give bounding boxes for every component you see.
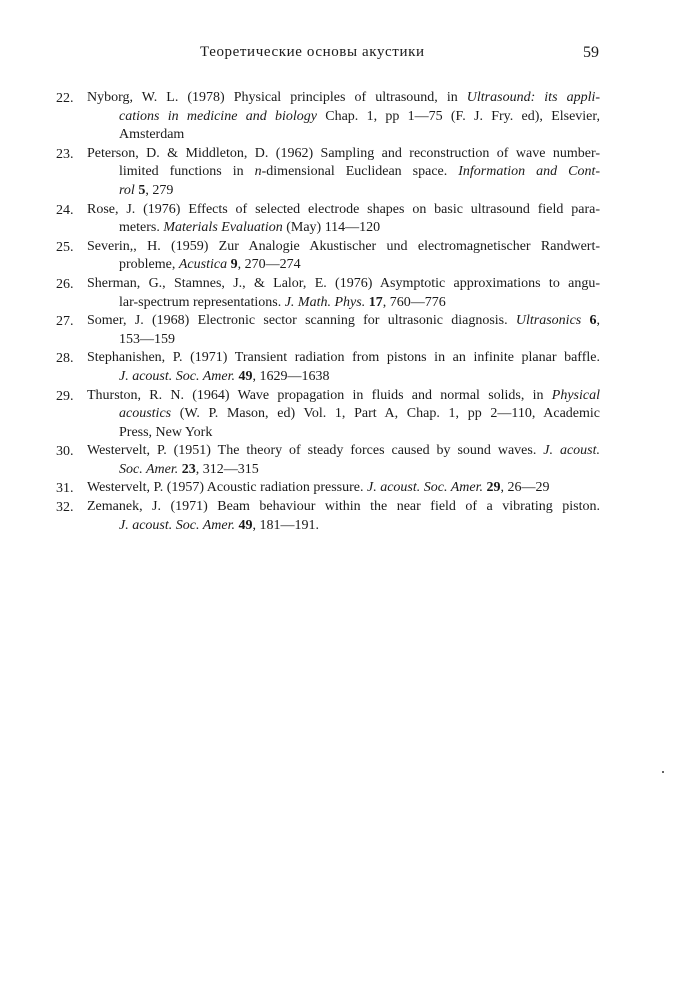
reference-line: [87, 405, 600, 424]
reference-entry: [0, 312, 697, 349]
text-segment: Somer, J. (1968) Electronic sector scanning for ultrasonic diagnosis.: [87, 313, 516, 329]
reference-line: [87, 349, 600, 368]
reference-number: 29.: [56, 388, 74, 404]
reference-line: [87, 275, 600, 294]
reference-line: [87, 126, 600, 145]
reference-line: [87, 498, 600, 517]
text-segment: Amsterdam: [119, 127, 185, 143]
reference-number: 23.: [56, 146, 74, 162]
bold-segment: 6: [589, 313, 597, 329]
bold-segment: 49: [238, 517, 253, 533]
text-segment: Westervelt, P. (1957) Acoustic radiation pressure.: [87, 480, 367, 496]
bold-segment: 29: [486, 480, 501, 496]
reference-line: [87, 312, 600, 331]
italic-segment: Soc. Amer.: [119, 461, 179, 477]
reference-entry: [0, 201, 697, 238]
text-segment: [581, 313, 589, 328]
reference-line: [87, 424, 600, 443]
reference-entry: [0, 498, 697, 535]
text-segment: Thurston, R. N. (1964) Wave propagation in fluids and normal solids, in: [87, 387, 552, 403]
reference-line: [87, 238, 600, 257]
bold-segment: 49: [238, 368, 253, 384]
reference-text: [87, 479, 600, 498]
text-segment: Peterson, D. & Middleton, D. (1962) Sampling and reconstruction of wave number-: [87, 145, 600, 161]
reference-number: 27.: [56, 314, 74, 330]
reference-text: [87, 145, 600, 201]
reference-text: [87, 349, 600, 386]
reference-number: 25.: [56, 239, 74, 255]
italic-segment: Ultrasonics: [515, 313, 582, 329]
reference-line: [87, 163, 600, 182]
reference-text: [87, 201, 600, 238]
reference-text: [87, 498, 600, 535]
reference-number: 31.: [56, 481, 74, 497]
text-segment: probleme,: [119, 257, 179, 273]
italic-segment: Ultrasound: its appli-: [466, 90, 601, 105]
reference-line: [87, 89, 600, 108]
text-segment: , 312—315: [195, 461, 259, 477]
italic-segment: rol: [119, 182, 135, 198]
italic-segment: J. acoust. Soc. Amer.: [119, 517, 235, 533]
reference-line: [87, 108, 600, 127]
bold-segment: 23: [181, 461, 196, 477]
reference-text: [87, 312, 600, 349]
italic-segment: Acustica: [178, 257, 228, 273]
running-title: Теоретические основы акустики: [200, 44, 425, 60]
reference-entry: [0, 442, 697, 479]
text-segment: 153—159: [119, 331, 175, 347]
reference-entry: [0, 479, 697, 498]
text-segment: Zemanek, J. (1971) Beam behaviour within the near field of a vibrating piston.: [87, 499, 600, 515]
reference-line: [87, 201, 600, 220]
text-segment: Severin,, H. (1959) Zur Analogie Akustischer und electromagnetischer Randwert-: [87, 238, 600, 254]
text-segment: Nyborg, W. L. (1978) Physical principles of ultrasound, in: [87, 90, 467, 105]
text-segment: , 270—274: [237, 257, 301, 273]
page-number: 59: [583, 44, 599, 61]
bold-segment: 5: [138, 182, 146, 198]
reference-text: [87, 275, 600, 312]
bold-segment: 9: [230, 257, 238, 273]
reference-line: [87, 219, 600, 238]
italic-segment: cations in medicine and biology: [119, 108, 317, 124]
reference-list: [0, 89, 697, 535]
text-segment: , 26—29: [500, 480, 550, 496]
reference-number: 30.: [56, 444, 74, 460]
text-segment: Stephanishen, P. (1971) Transient radiation from pistons in an infinite planar baffle.: [87, 350, 600, 366]
italic-segment: J. acoust.: [543, 443, 601, 459]
reference-line: [87, 387, 600, 406]
reference-line: [87, 368, 600, 387]
reference-entry: [0, 349, 697, 386]
text-segment: limited functions in: [119, 164, 255, 180]
text-segment: , 1629—1638: [252, 368, 330, 384]
text-segment: , 760—776: [382, 294, 446, 310]
reference-number: 28.: [56, 351, 74, 367]
bold-segment: 17: [368, 294, 383, 310]
text-segment: Press, New York: [119, 424, 213, 440]
reference-line: [87, 294, 600, 313]
reference-entry: [0, 145, 697, 201]
reference-number: 22.: [56, 91, 74, 106]
text-segment: (May) 114—120: [282, 220, 381, 236]
reference-text: [87, 442, 600, 479]
reference-entry: [0, 89, 697, 145]
text-segment: meters.: [119, 220, 164, 236]
reference-text: [87, 89, 600, 145]
italic-segment: Materials Evaluation: [163, 220, 283, 236]
reference-entry: [0, 238, 697, 275]
text-segment: , 279: [145, 182, 174, 198]
text-segment: Rose, J. (1976) Effects of selected electrode shapes on basic ultrasound field para-: [87, 201, 600, 217]
text-segment: Chap. 1, pp 1—75 (F. J. Fry. ed), Elsevier,: [316, 108, 600, 124]
italic-segment: acoustics: [119, 406, 172, 422]
italic-segment: J. acoust. Soc. Amer.: [119, 368, 235, 384]
italic-segment: Information and Cont-: [458, 164, 601, 180]
reference-number: 24.: [56, 202, 74, 218]
reference-line: [87, 256, 600, 275]
italic-segment: J. acoust. Soc. Amer.: [366, 480, 483, 496]
text-segment: Westervelt, P. (1951) The theory of steady forces caused by sound waves.: [87, 443, 544, 459]
text-segment: lar-spectrum representations.: [119, 294, 285, 310]
reference-text: [87, 238, 600, 275]
reference-line: [87, 517, 600, 536]
reference-entry: [0, 387, 697, 443]
reference-entry: [0, 275, 697, 312]
reference-line: [87, 331, 600, 350]
text-segment: , 181—191.: [252, 517, 319, 533]
reference-line: [87, 182, 600, 201]
italic-segment: n: [254, 164, 262, 180]
reference-line: [87, 479, 600, 498]
italic-segment: Physical: [551, 387, 600, 403]
reference-line: [87, 145, 600, 164]
text-segment: Sherman, G., Stamnes, J., & Lalor, E. (1976) Asymptotic approximations to angu-: [87, 275, 600, 291]
italic-segment: J. Math. Phys.: [284, 294, 366, 310]
reference-number: 26.: [56, 276, 74, 292]
reference-line: [87, 442, 600, 461]
reference-number: 32.: [56, 500, 74, 516]
text-segment: ,: [596, 313, 601, 329]
text-segment: -dimensional Euclidean space.: [261, 164, 459, 180]
reference-text: [87, 387, 600, 443]
stray-mark: [662, 771, 664, 773]
reference-line: [87, 461, 600, 480]
text-segment: (W. P. Mason, ed) Vol. 1, Part A, Chap. 1, pp 2—110, Academic: [171, 406, 600, 422]
